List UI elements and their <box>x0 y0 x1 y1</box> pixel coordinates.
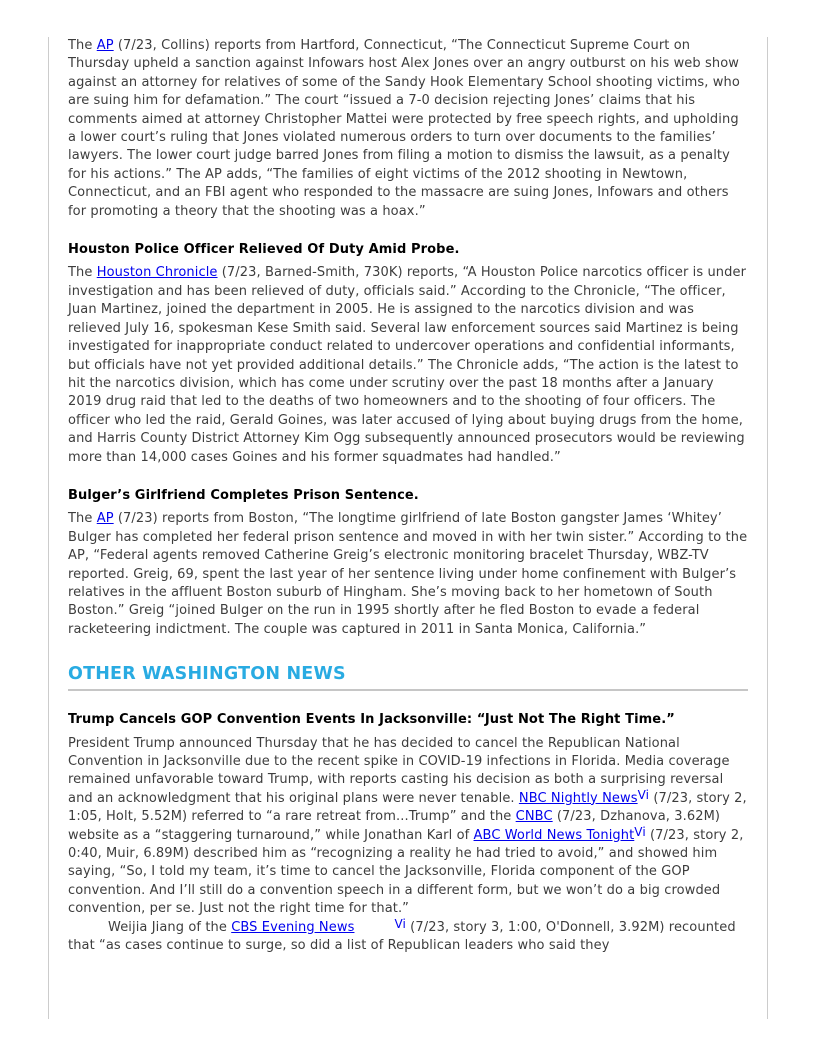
article-heading: Trump Cancels GOP Convention Events In Jacksonville: “Just Not The Right Time.” <box>68 712 675 728</box>
text-run: The <box>68 265 97 281</box>
source-link[interactable]: NBC Nightly News <box>518 790 638 806</box>
paragraph <box>68 37 748 221</box>
text-run: (7/23, story 3, 1:00, O'Donnell, 3.92M) recounted that “as cases continue to surge, so did a list of Republican leaders who said they <box>68 919 736 954</box>
source-link[interactable]: Houston Chronicle <box>96 265 218 281</box>
text-run: The <box>68 511 97 527</box>
paragraph <box>68 510 748 639</box>
text-run: (7/23, Dzhanova, 3.62M) website as a “staggering turnaround,” while Jonathan Karl of <box>68 809 721 843</box>
text-run: (7/23, Collins) reports from Hartford, Connecticut, “The Connecticut Supreme Court on Thursday upheld a sanction against Infowars host Alex Jones over an angry outburst on his web show against an attorney for relatives of some of the Sandy Hook Elementary School shooting victims, who are suing him for defamation.” The court “issued a 7-0 decision rejecting Jones’ claims that his comments aimed at attorney Christopher Mattei were protected by free speech rights, and upholding a lower court’s ruling that Jones violated numerous orders to turn over documents to the families’ lawyers. The lower court judge barred Jones from filing a motion to dismiss the lawsuit, as a penalty for his actions.” The AP adds, “The families of eight victims of the 2012 shooting in Newtown, Connecticut, and an FBI agent who responded to the massacre are suing Jones, Infowars and others for promoting a theory that the shooting was a hoax.” <box>68 38 740 219</box>
source-link[interactable]: CBS Evening News <box>231 919 355 935</box>
text-run: The <box>68 38 97 53</box>
article-heading: Houston Police Officer Relieved Of Duty Amid Probe. <box>68 242 460 258</box>
article-heading: Bulger’s Girlfriend Completes Prison Sentence. <box>68 487 419 503</box>
paragraph: President Trump announced Thursday that he has decided to cancel the Republican National Convention in Jacksonville due to the recent spike in COVID-19 infections in Florida. Media coverage remained unfavorable toward Trump, with reports casting his decision as both a surprising reversal and an acknowledgment that his original plans were never tenable. NBC Nightly News$^{Vi}$ (7/23, story 2, 1:05, Holt, 5.52M) referred to “a rare retreat from...Trump” and the CNBC (7/23, Dzhanova, 3.62M) website as a “staggering turnaround,” while Jonathan Karl of ABC World News Tonight$^{Vi}$ (7/23, story 2, 0:40, Muir, 6.89M) described him as “recognizing a reality he had tried to avoid,” and showed him saying, “So, I told my team, it’s time to cancel the Jacksonville, Florida component of the GOP convention. And I’ll still do a convention speech in a different form, but we won’t do a big crowded convention, per se. Just not the right time for that.” <box>68 735 747 917</box>
text-run: (7/23, story 2, 0:40, Muir, 6.89M) described him as “recognizing a reality he had tried to avoid,” and showed him saying, “So, I told my team, it’s time to cancel the Jacksonville, Florida component of the GOP convention. And I’ll still do a convention speech in a different form, but we won’t do a big crowded convention, per se. Just not the right time for that.” <box>68 827 744 917</box>
page-content <box>68 37 748 955</box>
paragraph <box>68 264 748 466</box>
text-run: Weijia Jiang of the <box>108 919 232 935</box>
text-run: (7/23) reports from Boston, “The longtime girlfriend of late Boston gangster James ‘Whitey’ Bulger has completed her federal prison sentence and moved in with her twin sister.” According to the AP, “Federal agents removed Catherine Greig’s electronic monitoring bracelet Thursday, WBZ-TV reported. Greig, 69, spent the last year of her sentence living under home confinement with Bulger’s relatives in the affluent Boston suburb of Hingham. She’s moving back to her hometown of South Boston.” Greig “joined Bulger on the run in 1995 shortly after he fled Boston to evade a federal racketeering indictment. The couple was captured in 2011 in Santa Monica, California.” <box>68 511 748 637</box>
text-run: (7/23, Barned-Smith, 730K) reports, “A Houston Police narcotics officer is under investigation and has been relieved of duty, officials said.” According to the Chronicle, “The officer, Juan Martinez, joined the department in 2005. He is assigned to the narcotics division and was relieved July 16, spokesman Kese Smith said. Several law enforcement sources said Martinez is being investigated for inappropriate conduct related to undercover operations and confidential informants, but officials have not yet provided additional details.” The Chronicle adds, “The action is the latest to hit the narcotics division, which has come under scrutiny over the past 18 months after a January 2019 drug raid that led to the deaths of two homeowners and to the shooting of four officers. The officer who led the raid, Gerald Goines, was later accused of lying about buying drugs from the home, and Harris County District Attorney Kim Ogg subsequently announced prosecutors would be reviewing more than 14,000 cases Goines and his former squadmates had handled.” <box>68 265 747 465</box>
source-link[interactable]: AP <box>96 511 114 527</box>
text-run: (7/23, story 2, 1:05, Holt, 5.52M) referred to “a rare retreat from...Trump” and the <box>68 790 747 825</box>
source-link[interactable]: CNBC <box>515 809 553 825</box>
page <box>48 37 768 1019</box>
source-link[interactable]: AP <box>96 38 114 53</box>
paragraph: Weijia Jiang of the CBS Evening News $^{Vi}$ (7/23, story 3, 1:00, O'Donnell, 3.92M) recounted that “as cases continue to surge, so did a list of Republican leaders who said they <box>68 916 736 954</box>
source-link[interactable]: ABC World News Tonight <box>473 827 635 843</box>
text-run: President Trump announced Thursday that he has decided to cancel the Republican National Convention in Jacksonville due to the recent spike in COVID-19 infections in Florida. Media coverage remained unfavorable toward Trump, with reports casting his decision as both a surprising reversal and an acknowledgment that his original plans were never tenable. <box>68 735 730 806</box>
section-heading: OTHER WASHINGTON NEWS <box>68 663 748 691</box>
